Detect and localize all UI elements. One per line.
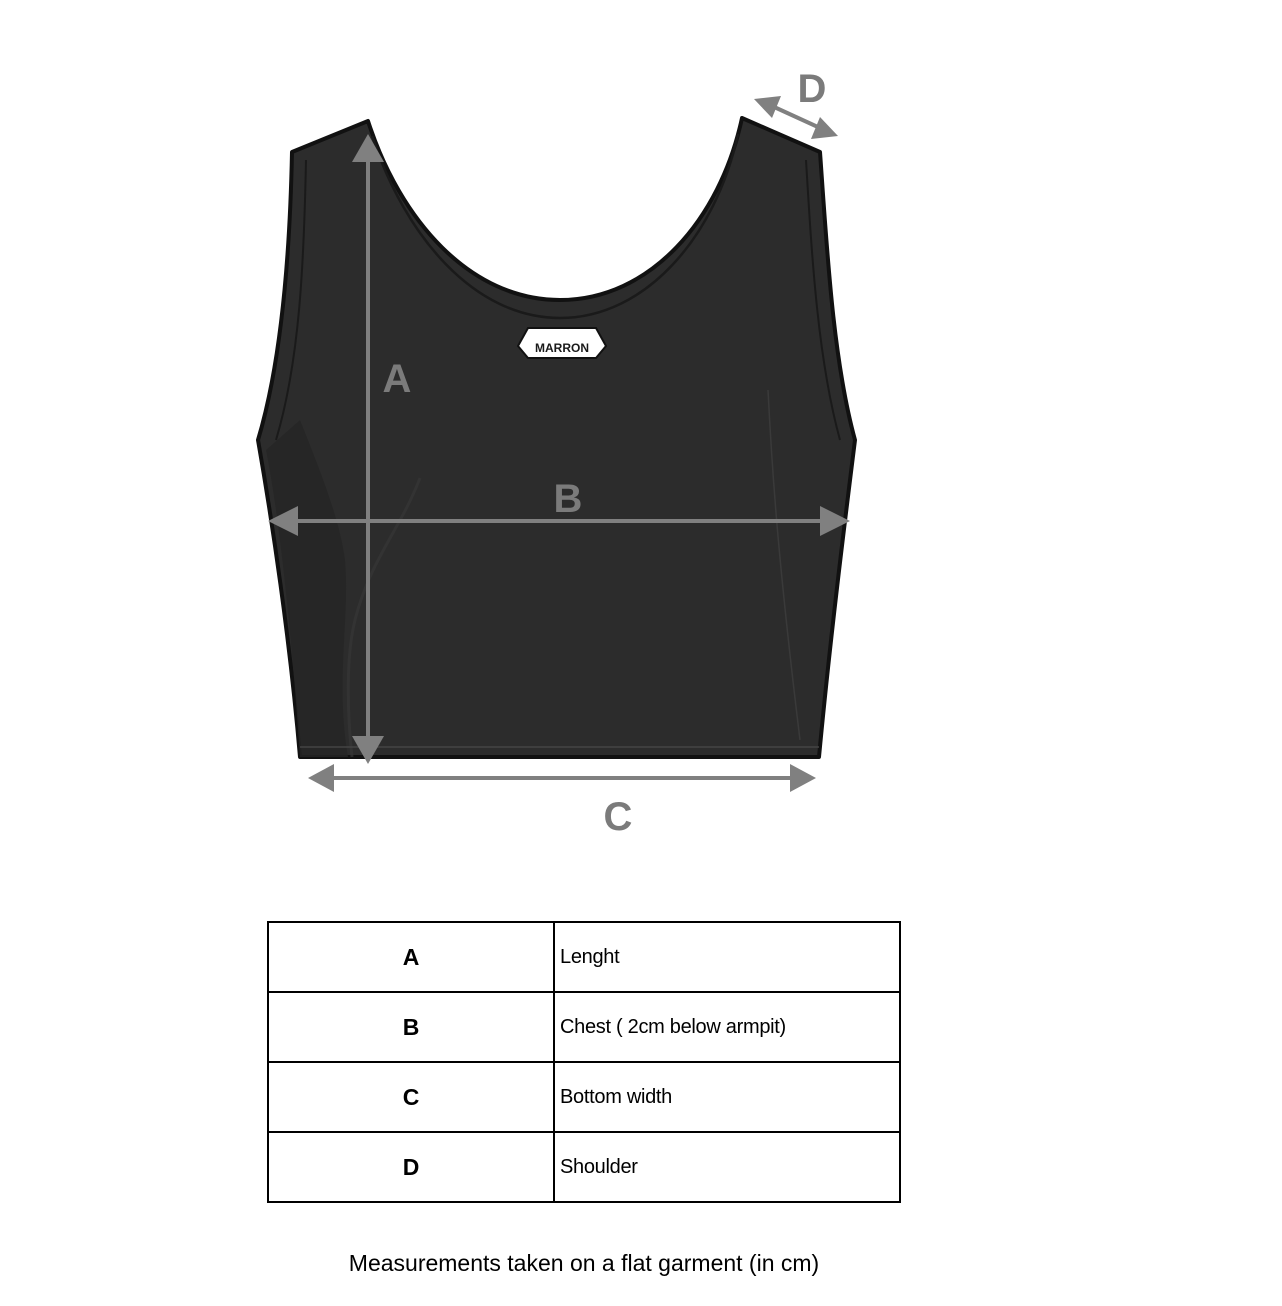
measurement-description: Chest ( 2cm below armpit): [554, 992, 900, 1062]
dimension-label-c: C: [603, 795, 633, 839]
crop-top-body: [258, 118, 855, 757]
brand-tag: [518, 328, 606, 358]
table-row: [268, 922, 900, 992]
measurement-code: C: [268, 1062, 554, 1132]
measurement-footnote: Measurements taken on a flat garment (in cm): [348, 1250, 820, 1276]
measurement-code: B: [268, 992, 554, 1062]
table-row: [268, 1132, 900, 1202]
measurement-description: Lenght: [554, 922, 900, 992]
measurement-table: [267, 921, 901, 1203]
measurement-code: A: [268, 922, 554, 992]
measurement-description: Shoulder: [554, 1132, 900, 1202]
dimension-label-d: D: [797, 67, 827, 111]
measurement-description: Bottom width: [554, 1062, 900, 1132]
measurement-code: D: [268, 1132, 554, 1202]
table-row: [268, 1062, 900, 1132]
dimension-label-a: A: [382, 357, 412, 401]
dimension-label-b: B: [553, 477, 583, 521]
arrow-c: [308, 764, 816, 792]
table-row: [268, 992, 900, 1062]
brand-label: MARRON: [535, 341, 589, 355]
